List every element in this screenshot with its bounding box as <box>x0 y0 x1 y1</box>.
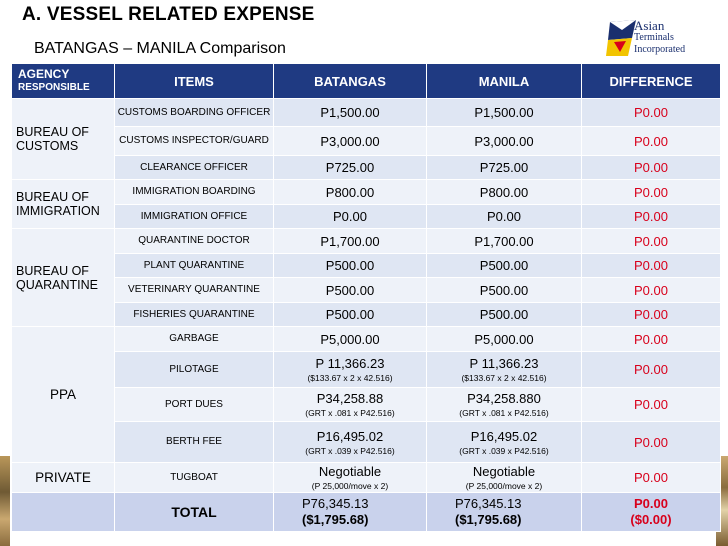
batangas-value: P34,258.88 <box>316 391 384 406</box>
batangas-value: P16,495.02 <box>316 428 384 444</box>
table-row <box>12 422 721 463</box>
manila-cell <box>427 352 582 388</box>
item-cell: CLEARANCE OFFICER <box>115 156 274 180</box>
item-cell: VETERINARY QUARANTINE <box>115 278 274 303</box>
total-batangas <box>274 493 427 532</box>
table-row <box>12 463 721 493</box>
total-manila <box>427 493 582 532</box>
logo-line-3: Incorporated <box>634 44 686 55</box>
difference-cell: P0.00 <box>582 422 721 463</box>
manila-cell: P800.00 <box>427 180 582 205</box>
table-row <box>12 180 721 205</box>
table-row <box>12 278 721 303</box>
logo-line-1: Asian <box>634 18 665 33</box>
batangas-cell: P5,000.00 <box>274 327 427 352</box>
item-cell: QUARANTINE DOCTOR <box>115 229 274 254</box>
table-row <box>12 388 721 422</box>
manila-cell: P1,500.00 <box>427 99 582 127</box>
total-batangas-usd: ($1,795.68) <box>302 512 369 527</box>
table-header-row <box>12 64 721 99</box>
batangas-cell <box>274 388 427 422</box>
item-cell: BERTH FEE <box>115 422 274 463</box>
batangas-cell: P3,000.00 <box>274 127 427 156</box>
manila-value: P34,258.880 <box>467 391 541 406</box>
agency-bureau-of-customs: BUREAU OF CUSTOMS <box>12 99 115 180</box>
difference-cell: P0.00 <box>582 127 721 156</box>
total-difference-php: P0.00 <box>634 496 668 511</box>
header-items: ITEMS <box>115 64 274 99</box>
manila-value: Negotiable <box>472 464 536 479</box>
batangas-cell: P725.00 <box>274 156 427 180</box>
page-title: A. VESSEL RELATED EXPENSE <box>22 4 315 25</box>
page-subtitle: BATANGAS – MANILA Comparison <box>34 40 286 57</box>
item-cell: IMMIGRATION BOARDING <box>115 180 274 205</box>
header-agency-line2: RESPONSIBLE <box>18 82 90 93</box>
manila-formula: (P 25,000/move x 2) <box>465 481 543 491</box>
table-row <box>12 156 721 180</box>
decorative-photo-edge-left <box>0 456 10 546</box>
table-row <box>12 352 721 388</box>
batangas-value: P 11,366.23 <box>315 356 385 371</box>
item-cell: CUSTOMS BOARDING OFFICER <box>115 99 274 127</box>
batangas-cell: P800.00 <box>274 180 427 205</box>
batangas-cell: P500.00 <box>274 303 427 327</box>
item-cell: PILOTAGE <box>115 352 274 388</box>
batangas-formula: (GRT x .081 x P42.516) <box>305 408 395 418</box>
difference-cell: P0.00 <box>582 388 721 422</box>
logo-wordmark <box>634 20 685 56</box>
agency-bureau-of-immigration: BUREAU OF IMMIGRATION <box>12 180 115 229</box>
batangas-formula: (GRT x .039 x P42.516) <box>305 445 395 456</box>
header-difference: DIFFERENCE <box>582 64 721 99</box>
manila-cell <box>427 422 582 463</box>
total-row <box>12 493 721 532</box>
total-difference-usd: ($0.00) <box>630 512 672 527</box>
difference-cell: P0.00 <box>582 463 721 493</box>
total-manila-usd: ($1,795.68) <box>455 512 522 527</box>
total-difference <box>582 493 721 532</box>
agency-bureau-of-quarantine: BUREAU OF QUARANTINE <box>12 229 115 327</box>
table-row <box>12 303 721 327</box>
item-cell: IMMIGRATION OFFICE <box>115 205 274 229</box>
manila-formula: (GRT x .081 x P42.516) <box>459 408 549 418</box>
manila-cell: P500.00 <box>427 278 582 303</box>
header-agency-line1: AGENCY <box>18 67 70 81</box>
total-agency-cell <box>12 493 115 532</box>
header-batangas: BATANGAS <box>274 64 427 99</box>
difference-cell: P0.00 <box>582 156 721 180</box>
difference-cell: P0.00 <box>582 99 721 127</box>
difference-cell: P0.00 <box>582 278 721 303</box>
difference-cell: P0.00 <box>582 180 721 205</box>
header-manila: MANILA <box>427 64 582 99</box>
table-row <box>12 127 721 156</box>
manila-cell: P5,000.00 <box>427 327 582 352</box>
batangas-value: Negotiable <box>318 464 382 479</box>
agency-private: PRIVATE <box>12 463 115 493</box>
difference-cell: P0.00 <box>582 229 721 254</box>
batangas-cell: P1,700.00 <box>274 229 427 254</box>
agency-ppa: PPA <box>12 327 115 463</box>
total-label: TOTAL <box>115 493 274 532</box>
manila-value: P 11,366.23 <box>469 356 539 371</box>
item-cell: TUGBOAT <box>115 463 274 493</box>
difference-cell: P0.00 <box>582 254 721 278</box>
item-cell: GARBAGE <box>115 327 274 352</box>
manila-cell: P500.00 <box>427 303 582 327</box>
company-logo <box>604 16 726 60</box>
table-row <box>12 205 721 229</box>
expense-comparison-table <box>11 63 721 532</box>
manila-cell: P725.00 <box>427 156 582 180</box>
table-row <box>12 327 721 352</box>
difference-cell: P0.00 <box>582 205 721 229</box>
batangas-cell <box>274 463 427 493</box>
manila-cell <box>427 463 582 493</box>
item-cell: FISHERIES QUARANTINE <box>115 303 274 327</box>
table-row <box>12 254 721 278</box>
manila-formula: (GRT x .039 x P42.516) <box>459 445 549 456</box>
manila-cell: P0.00 <box>427 205 582 229</box>
total-batangas-php: P76,345.13 <box>302 496 369 511</box>
manila-cell <box>427 388 582 422</box>
batangas-cell: P500.00 <box>274 254 427 278</box>
difference-cell: P0.00 <box>582 352 721 388</box>
manila-cell: P3,000.00 <box>427 127 582 156</box>
batangas-cell: P0.00 <box>274 205 427 229</box>
table-row <box>12 229 721 254</box>
item-cell: PORT DUES <box>115 388 274 422</box>
header-agency <box>12 64 115 99</box>
batangas-cell: P1,500.00 <box>274 99 427 127</box>
manila-cell: P1,700.00 <box>427 229 582 254</box>
item-cell: PLANT QUARANTINE <box>115 254 274 278</box>
item-cell: CUSTOMS INSPECTOR/GUARD <box>115 127 274 156</box>
manila-value: P16,495.02 <box>470 428 538 444</box>
batangas-formula: ($133.67 x 2 x 42.516) <box>307 373 393 383</box>
difference-cell: P0.00 <box>582 303 721 327</box>
manila-cell: P500.00 <box>427 254 582 278</box>
total-manila-php: P76,345.13 <box>455 496 522 511</box>
manila-formula: ($133.67 x 2 x 42.516) <box>461 373 547 383</box>
batangas-formula: (P 25,000/move x 2) <box>311 481 389 491</box>
batangas-cell <box>274 422 427 463</box>
batangas-cell: P500.00 <box>274 278 427 303</box>
batangas-cell <box>274 352 427 388</box>
logo-line-2: Terminals <box>634 32 674 43</box>
difference-cell: P0.00 <box>582 327 721 352</box>
table-row <box>12 99 721 127</box>
